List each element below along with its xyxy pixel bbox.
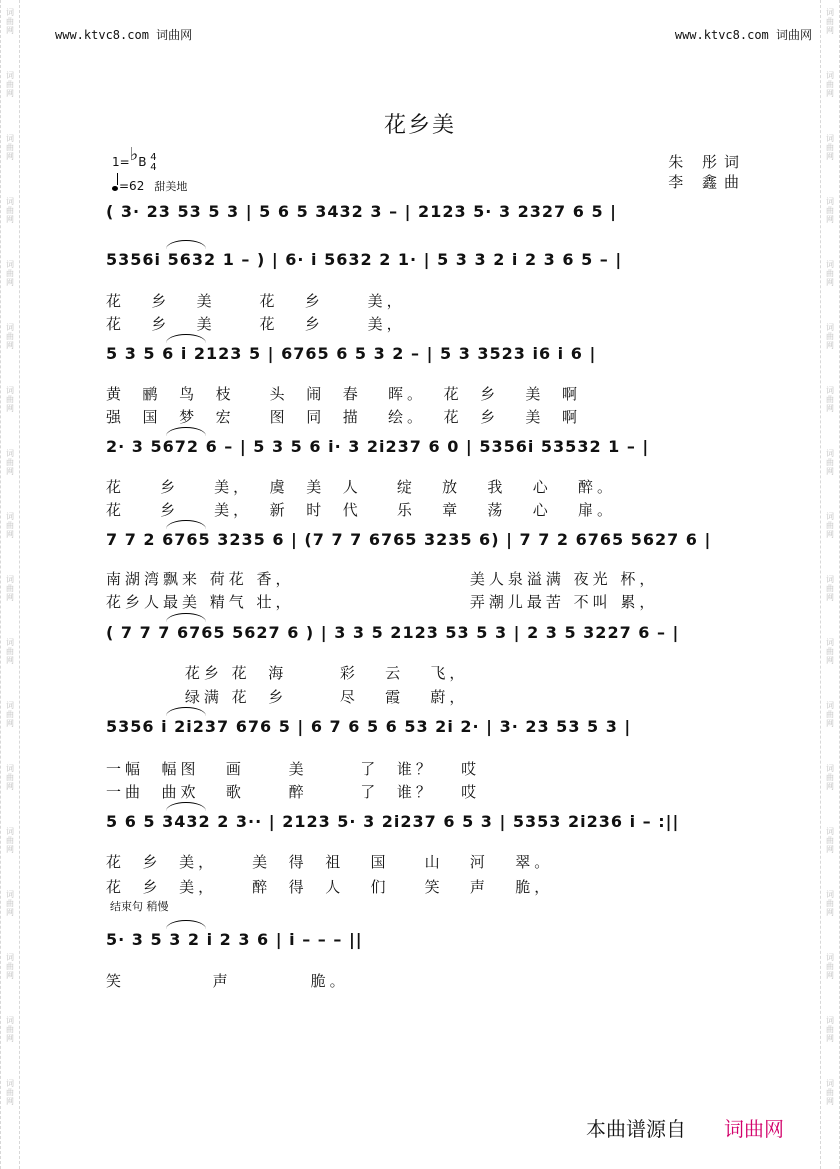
slur-mark [166, 707, 206, 716]
sidebar-watermark: 词 曲 网 [6, 8, 14, 35]
credits [668, 152, 746, 192]
song-title: 花乡美 [383, 113, 456, 138]
sidebar-watermark: 词 曲 网 [6, 134, 14, 161]
slur-mark [166, 613, 206, 622]
sidebar-watermark: 词 曲 网 [6, 512, 14, 539]
sidebar-watermark: 词 曲 网 [826, 890, 834, 917]
lyric-line: 绿满 花 乡 尽 霞 蔚， [106, 688, 469, 706]
footer-source-label: 本曲谱源自 [586, 1117, 686, 1141]
key-prefix: 1= [112, 155, 130, 169]
sidebar-watermark: 词 曲 网 [826, 638, 834, 665]
sidebar-watermark: 词 曲 网 [6, 197, 14, 224]
lyric-line: 花 乡 美， 醉 得 人 们 笑 声 脆， [106, 878, 554, 896]
notation-line: 5 3 5 6 i 2123 5 | 6765 6 5 3 2 – | 5 3 3523 i6 i 6 | [106, 344, 597, 363]
lyric-line: 花 乡 美， 新 时 代 乐 章 荡 心 扉。 [106, 501, 617, 519]
sidebar-watermark: 词 曲 网 [6, 386, 14, 413]
ending-marker: 结束句 稍慢 [110, 900, 169, 913]
sidebar-watermark: 词 曲 网 [6, 575, 14, 602]
lyric-line: 花 乡 美 花 乡 美， [106, 315, 406, 333]
score-row [106, 250, 764, 280]
score-row [106, 202, 764, 232]
footer-brand-link[interactable]: 词曲网 [724, 1117, 784, 1141]
sidebar-watermark: 词 曲 网 [6, 1079, 14, 1106]
sidebar-watermark: 词 曲 网 [826, 764, 834, 791]
sidebar-watermark: 词 曲 网 [826, 827, 834, 854]
sidebar-watermark: 词 曲 网 [6, 1016, 14, 1043]
lyric-line: 笑 声 脆。 [106, 972, 349, 990]
lyric-line: 一幅 幅图 画 美 了 谁？ 哎 [106, 760, 481, 778]
sidebar-watermark: 词 曲 网 [6, 701, 14, 728]
slur-mark [166, 334, 206, 343]
quarter-note-icon [112, 186, 118, 191]
sidebar-watermark: 词 曲 网 [6, 827, 14, 854]
tempo-style: 甜美地 [154, 180, 188, 193]
notation-line: ( 7 7 7 6765 5627 6 ) | 3 3 5 2123 53 5 3 | 2 3 5 3227 6 – | [106, 623, 680, 642]
header-site-left[interactable]: www.ktvc8.com 词曲网 [55, 28, 193, 42]
sidebar-watermark: 词 曲 网 [6, 638, 14, 665]
sidebar-watermark: 词 曲 网 [6, 764, 14, 791]
composer-credit: 李 鑫曲 [668, 173, 746, 191]
tempo-value: =62 [119, 179, 145, 193]
notation-line: 7 7 2 6765 3235 6 | (7 7 7 6765 3235 6) | 7 7 2 6765 5627 6 | [106, 530, 712, 549]
sidebar-watermark: 词 曲 网 [6, 449, 14, 476]
lyric-line: 花 乡 美， 虞 美 人 绽 放 我 心 醉。 [106, 478, 617, 496]
tempo-marking [112, 178, 187, 194]
notation-line: 2· 3 5672 6 – | 5 3 5 6 i· 3 2i237 6 0 | 5356i 53532 1 – | [106, 437, 650, 456]
sidebar-watermark: 词 曲 网 [826, 134, 834, 161]
lyric-line: 花乡人最美 精气 壮， 弄潮儿最苦 不叫 累， [106, 593, 659, 611]
score-row [106, 437, 764, 467]
sidebar-watermark: 词 曲 网 [826, 575, 834, 602]
notation-line: 5 6 5 3432 2 3·· | 2123 5· 3 2i237 6 5 3 | 5353 2i236 i – :|| [106, 812, 680, 831]
slur-mark [166, 427, 206, 436]
slur-mark [166, 240, 206, 249]
sidebar-watermark: 词 曲 网 [826, 197, 834, 224]
sidebar-watermark: 词 曲 网 [826, 953, 834, 980]
slur-mark [166, 920, 206, 929]
sidebar-watermark: 词 曲 网 [826, 8, 834, 35]
time-top: 4 [150, 151, 157, 163]
sidebar-watermark: 词 曲 网 [6, 953, 14, 980]
score-row [106, 530, 764, 560]
note-stem-icon [117, 173, 118, 185]
lyricist-credit: 朱 彤词 [668, 153, 746, 171]
header-site-right[interactable]: www.ktvc8.com 词曲网 [674, 28, 812, 42]
lyric-line: 南湖湾飘来 荷花 香， 美人泉溢满 夜光 杯， [106, 570, 659, 588]
lyric-line: 一曲 曲欢 歌 醉 了 谁？ 哎 [106, 783, 481, 801]
left-watermark-strip [0, 0, 20, 1169]
sidebar-watermark: 词 曲 网 [826, 260, 834, 287]
slur-mark [166, 802, 206, 811]
sidebar-watermark: 词 曲 网 [6, 260, 14, 287]
time-signature [150, 153, 156, 173]
lyric-line: 花乡 花 海 彩 云 飞， [106, 664, 469, 682]
sidebar-watermark: 词 曲 网 [6, 71, 14, 98]
lyric-line: 黄 鹂 鸟 枝 头 闹 春 晖。 花 乡 美 啊 [106, 385, 581, 403]
score-row [106, 623, 764, 653]
sidebar-watermark: 词 曲 网 [826, 701, 834, 728]
notation-line: ( 3· 23 53 5 3 | 5 6 5 3432 3 – | 2123 5· 3 2327 6 5 | [106, 202, 617, 221]
lyric-line: 强 国 梦 宏 图 同 描 绘。 花 乡 美 啊 [106, 408, 581, 426]
slur-mark [166, 520, 206, 529]
sidebar-watermark: 词 曲 网 [826, 323, 834, 350]
notation-line: 5356i 5632 1 – ) | 6· i 5632 2 1· | 5 3 3 2 i 2 3 6 5 – | [106, 250, 623, 269]
lyric-line: 花 乡 美 花 乡 美， [106, 292, 406, 310]
flat-icon: ♭ [129, 144, 139, 165]
notation-line: 5356 i 2i237 676 5 | 6 7 6 5 6 53 2i 2· | 3· 23 53 5 3 | [106, 717, 632, 736]
sidebar-watermark: 词 曲 网 [826, 71, 834, 98]
score-row [106, 717, 764, 747]
score-row [106, 344, 764, 374]
notation-line: 5· 3 5 3 2 i 2 3 6 | i – – – || [106, 930, 363, 949]
key-note: B [138, 155, 147, 169]
sidebar-watermark: 词 曲 网 [826, 386, 834, 413]
sidebar-watermark: 词 曲 网 [826, 449, 834, 476]
right-watermark-strip [820, 0, 840, 1169]
sidebar-watermark: 词 曲 网 [826, 1079, 834, 1106]
key-signature [112, 144, 157, 173]
sidebar-watermark: 词 曲 网 [6, 890, 14, 917]
sidebar-watermark: 词 曲 网 [826, 512, 834, 539]
sidebar-watermark: 词 曲 网 [826, 1016, 834, 1043]
score-row [106, 930, 764, 960]
time-bottom: 4 [150, 161, 157, 173]
score-row [106, 812, 764, 842]
lyric-line: 花 乡 美， 美 得 祖 国 山 河 翠。 [106, 853, 554, 871]
sidebar-watermark: 词 曲 网 [6, 323, 14, 350]
